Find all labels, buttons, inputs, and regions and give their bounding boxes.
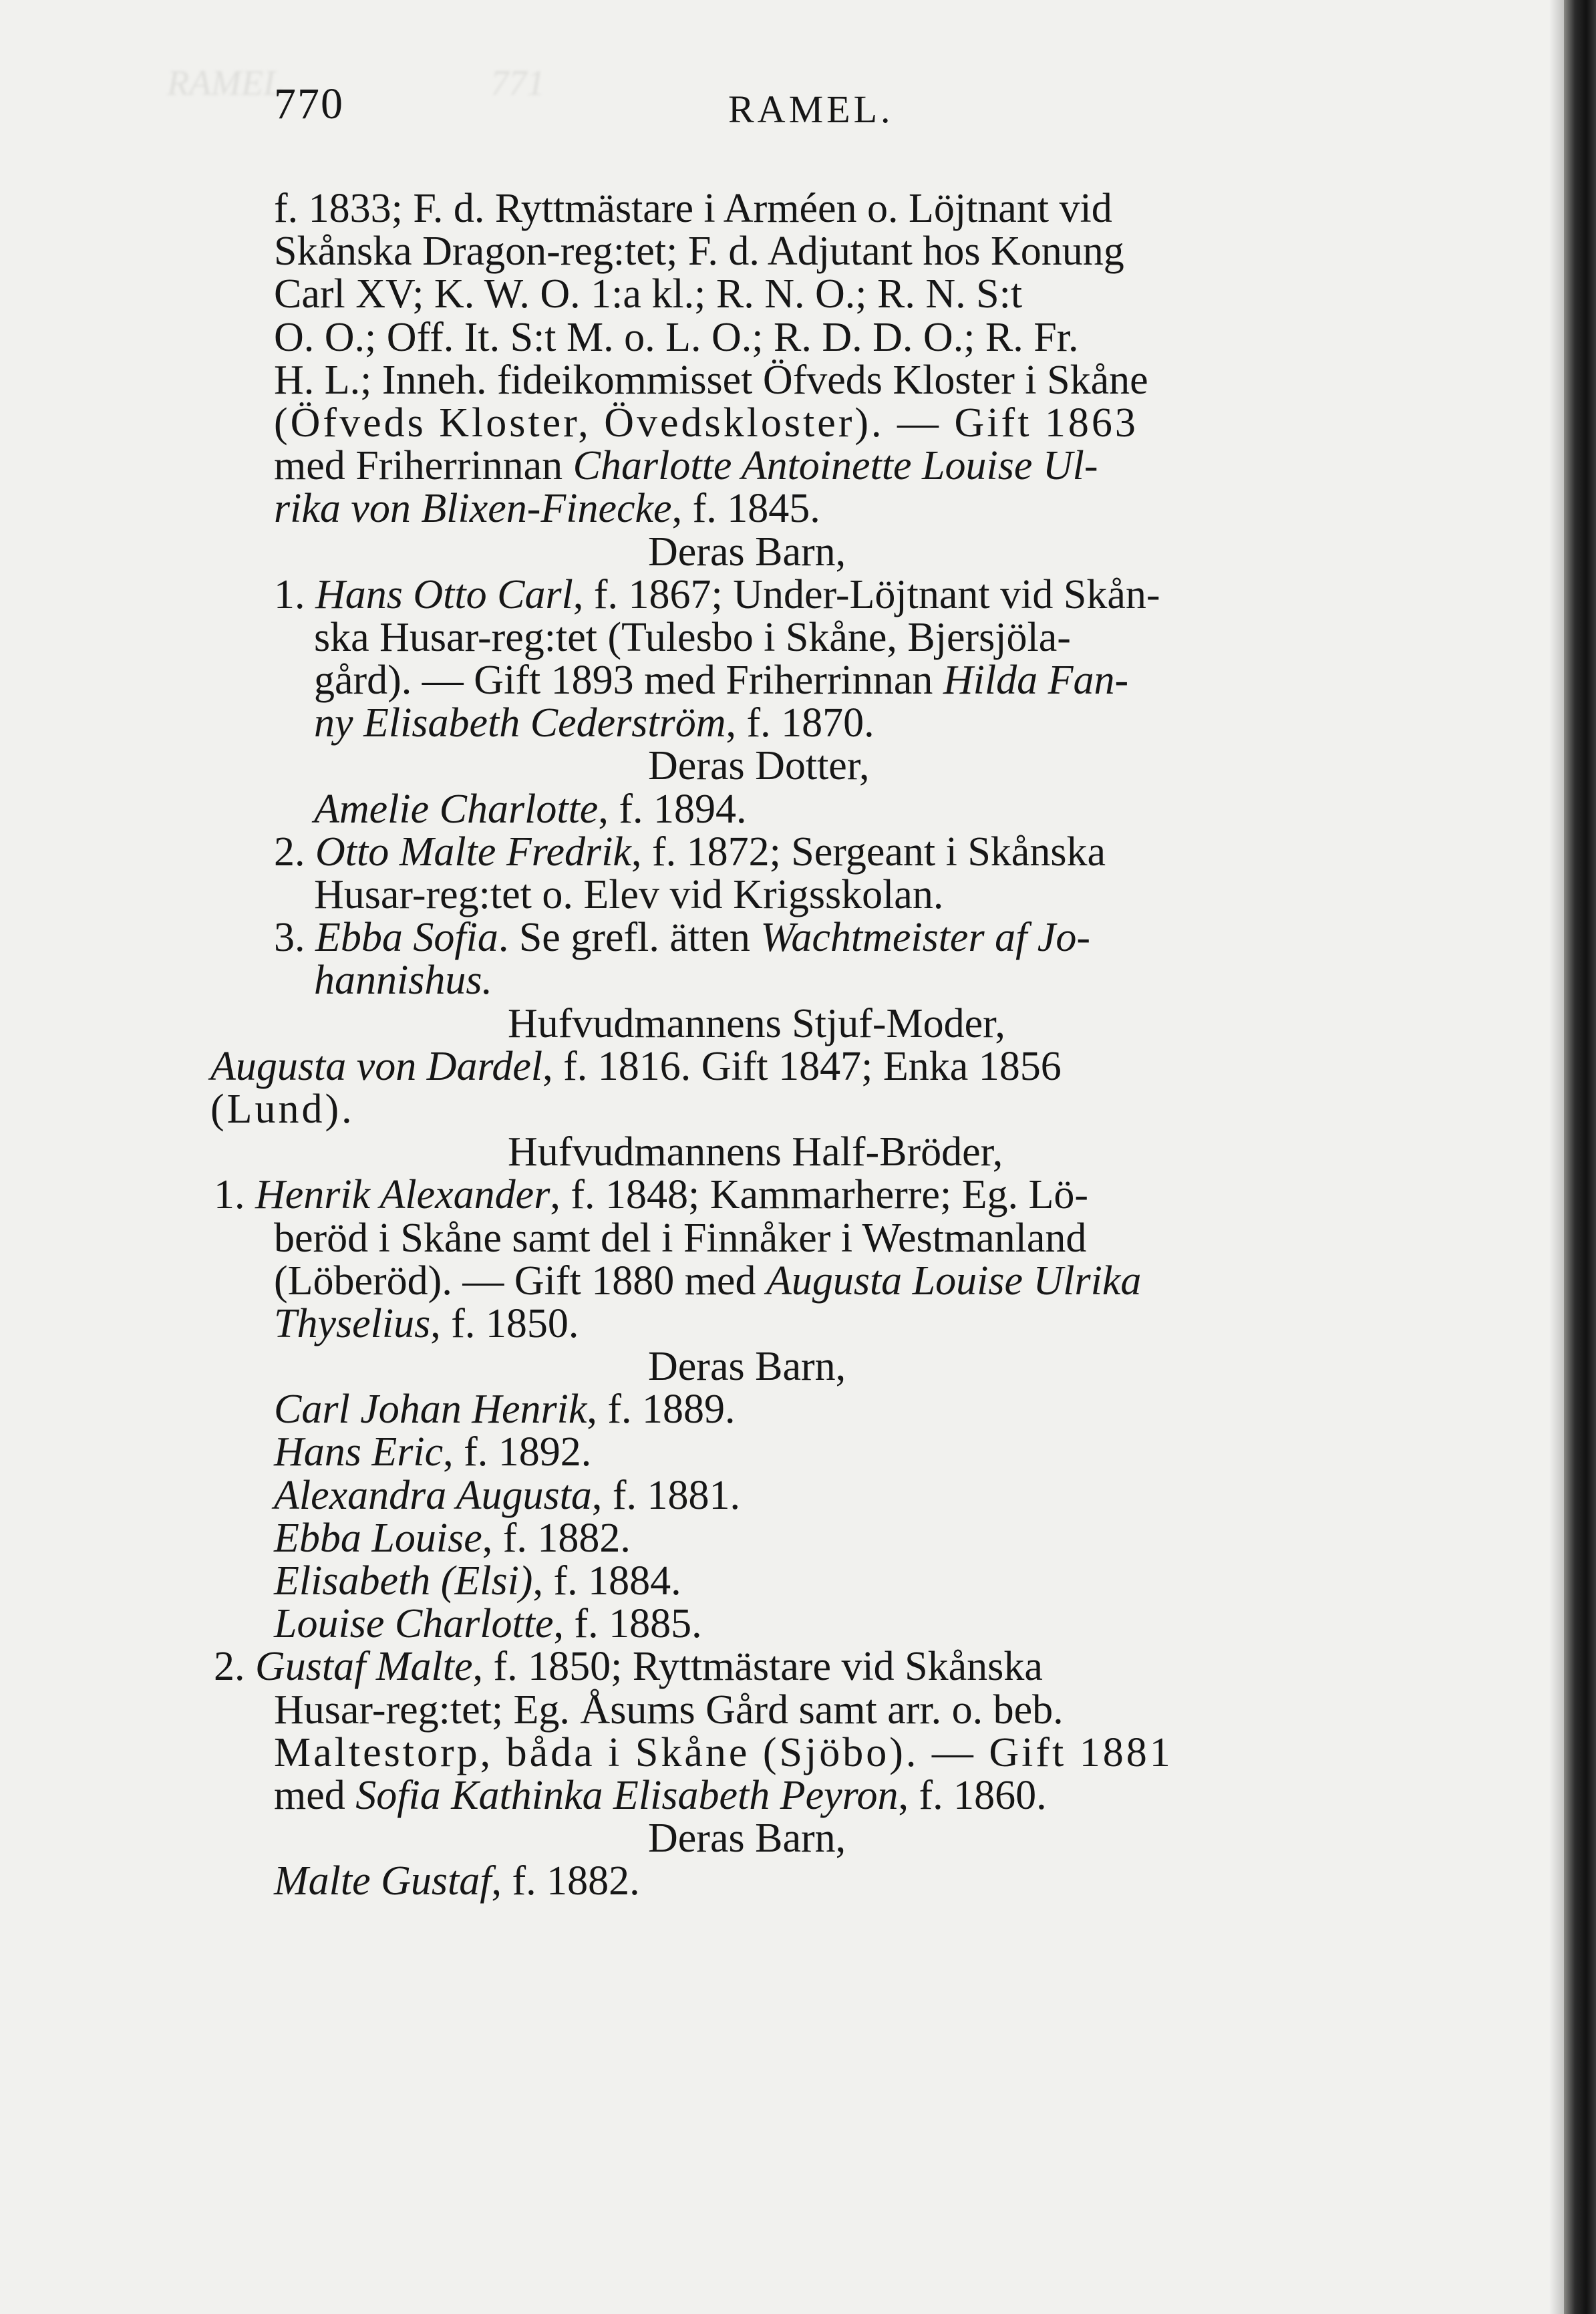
- line-text: 3.: [274, 915, 315, 961]
- text-line: [274, 1860, 1410, 1902]
- italic-name-text: Augusta Louise Ulrika: [766, 1258, 1142, 1304]
- text-line: [274, 744, 1410, 787]
- text-line: [274, 873, 1410, 916]
- italic-name-text: Hans Otto Carl: [315, 571, 573, 617]
- text-line: [274, 1217, 1410, 1260]
- text-line: [274, 1817, 1410, 1860]
- line-text: , f. 1882.: [491, 1858, 640, 1904]
- text-line: [274, 1474, 1410, 1517]
- italic-name-text: Sofia Kathinka Elisabeth Peyron: [355, 1772, 899, 1818]
- line-text: , f. 1892.: [443, 1429, 592, 1475]
- line-text: Hufvudmannens Stjuf-Moder,: [508, 1000, 1005, 1046]
- text-line: [274, 1260, 1410, 1302]
- italic-name-text: Alexandra Augusta: [274, 1472, 592, 1518]
- italic-name-text: Charlotte Antoinette Louise Ul-: [573, 443, 1098, 489]
- line-text: Hufvudmannens Half-Bröder,: [508, 1129, 1003, 1175]
- italic-name-text: Carl Johan Henrik: [274, 1387, 587, 1433]
- line-text: ska Husar-reg:tet (Tulesbo i Skåne, Bjersjöla-: [314, 614, 1071, 660]
- line-text: , f. 1889.: [587, 1387, 736, 1433]
- italic-name-text: Wachtmeister af Jo-: [760, 915, 1090, 961]
- line-text: Husar-reg:tet; Eg. Åsums Gård samt arr. o. beb.: [274, 1687, 1064, 1733]
- line-text: 1.: [274, 571, 315, 617]
- bleed-through-text: RAMEL. 771: [167, 63, 545, 103]
- text-line: [274, 187, 1410, 230]
- italic-name-text: Hans Eric: [274, 1429, 444, 1475]
- line-text: Carl XV; K. W. O. 1:a kl.; R. N. O.; R. N. S:t: [274, 271, 1023, 317]
- line-text: beröd i Skåne samt del i Finnåker i Westmanland: [274, 1215, 1087, 1261]
- text-line: [274, 659, 1410, 702]
- line-text: (Lund).: [210, 1086, 355, 1132]
- line-text: H. L.; Inneh. fideikommisset Öfveds Kloster i Skåne: [274, 357, 1148, 403]
- line-text: O. O.; Off. It. S:t M. o. L. O.; R. D. D. O.; R. Fr.: [274, 314, 1079, 360]
- page-number: 770: [274, 80, 344, 128]
- line-text: 1.: [214, 1172, 255, 1218]
- italic-name-text: Thyselius: [274, 1300, 431, 1346]
- line-text: , f. 1848; Kammarherre; Eg. Lö-: [550, 1172, 1089, 1218]
- line-text: , f. 1885.: [553, 1601, 702, 1647]
- line-text: , f. 1850.: [430, 1300, 579, 1346]
- line-text: 2.: [214, 1644, 255, 1690]
- italic-name-text: Augusta von Dardel: [210, 1043, 543, 1089]
- line-text: , f. 1870.: [726, 700, 874, 746]
- line-text: (Öfveds Kloster, Övedskloster). — Gift 1863: [274, 400, 1138, 446]
- line-text: f. 1833; F. d. Ryttmästare i Arméen o. Löjtnant vid: [274, 186, 1112, 231]
- text-line: [274, 402, 1410, 444]
- text-line: [214, 1173, 1410, 1216]
- text-line: [210, 1088, 1410, 1131]
- italic-name-text: Amelie Charlotte: [314, 786, 599, 832]
- text-line: [274, 1431, 1410, 1473]
- line-text: Skånska Dragon-reg:tet; F. d. Adjutant hos Konung: [274, 229, 1124, 275]
- text-line: [274, 959, 1410, 1002]
- text-line: [274, 1731, 1410, 1774]
- line-text: Deras Barn,: [648, 529, 846, 575]
- text-line: [274, 1345, 1410, 1388]
- text-line: [274, 1689, 1410, 1731]
- text-line: [274, 1131, 1410, 1173]
- line-text: , f. 1894.: [598, 786, 747, 832]
- text-line: [214, 1645, 1410, 1688]
- text-line: [274, 573, 1410, 616]
- text-line: [274, 916, 1410, 959]
- italic-name-text: Henrik Alexander: [255, 1172, 550, 1218]
- text-line: [274, 1774, 1410, 1817]
- italic-name-text: Hilda Fan-: [943, 658, 1129, 704]
- text-line: [274, 702, 1410, 744]
- line-text: . Se grefl. ätten: [498, 915, 761, 961]
- text-line: [274, 230, 1410, 273]
- italic-name-text: Ebba Sofia: [315, 915, 498, 961]
- line-text: , f. 1845.: [671, 486, 820, 532]
- italic-name-text: Gustaf Malte: [255, 1644, 473, 1690]
- italic-name-text: Malte Gustaf: [274, 1858, 492, 1904]
- line-text: , f. 1816. Gift 1847; Enka 1856: [542, 1043, 1062, 1089]
- text-line: [274, 831, 1410, 873]
- italic-name-text: Otto Malte Fredrik: [315, 829, 631, 875]
- line-text: Maltestorp, båda i Skåne (Sjöbo). — Gift 1881: [274, 1729, 1173, 1775]
- text-line: [274, 487, 1410, 530]
- text-line: [274, 444, 1410, 487]
- italic-name-text: Elisabeth (Elsi): [274, 1558, 533, 1604]
- line-text: , f. 1850; Ryttmästare vid Skånska: [472, 1644, 1043, 1690]
- line-text: Deras Dotter,: [648, 743, 870, 789]
- text-line: [274, 273, 1410, 315]
- line-text: , f. 1872; Sergeant i Skånska: [631, 829, 1106, 875]
- text-line: [274, 788, 1410, 831]
- text-line: [274, 1560, 1410, 1602]
- text-line: [274, 316, 1410, 359]
- line-text: Deras Barn,: [648, 1344, 846, 1390]
- line-text: , f. 1867; Under-Löjtnant vid Skån-: [573, 571, 1160, 617]
- page-gutter-shadow: [1549, 0, 1564, 2314]
- line-text: , f. 1881.: [591, 1472, 741, 1518]
- book-edge: [1564, 0, 1596, 2314]
- text-line: [274, 616, 1410, 659]
- text-line: [210, 1045, 1410, 1088]
- line-text: , f. 1884.: [532, 1558, 681, 1604]
- line-text: (Löberöd). — Gift 1880 med: [274, 1258, 766, 1304]
- text-line: [274, 531, 1410, 573]
- text-line: [274, 1388, 1410, 1431]
- line-text: med: [274, 1772, 356, 1818]
- line-text: gård). — Gift 1893 med Friherrinnan: [314, 658, 943, 704]
- text-line: [274, 1517, 1410, 1560]
- line-text: Deras Barn,: [648, 1816, 846, 1862]
- line-text: Husar-reg:tet o. Elev vid Krigsskolan.: [314, 872, 944, 917]
- italic-name-text: ny Elisabeth Cederström: [314, 700, 726, 746]
- italic-name-text: Louise Charlotte: [274, 1601, 554, 1647]
- italic-name-text: hannishus.: [314, 958, 492, 1004]
- line-text: med Friherrinnan: [274, 443, 573, 489]
- italic-name-text: rika von Blixen-Finecke: [274, 486, 672, 532]
- text-line: [274, 1302, 1410, 1345]
- running-head: RAMEL.: [728, 88, 894, 131]
- line-text: , f. 1860.: [898, 1772, 1047, 1818]
- line-text: 2.: [274, 829, 315, 875]
- line-text: , f. 1882.: [482, 1515, 631, 1561]
- text-line: [274, 1002, 1410, 1045]
- text-line: [274, 359, 1410, 402]
- body-text: [210, 186, 1410, 1904]
- italic-name-text: Ebba Louise: [274, 1515, 482, 1561]
- text-line: [274, 1602, 1410, 1645]
